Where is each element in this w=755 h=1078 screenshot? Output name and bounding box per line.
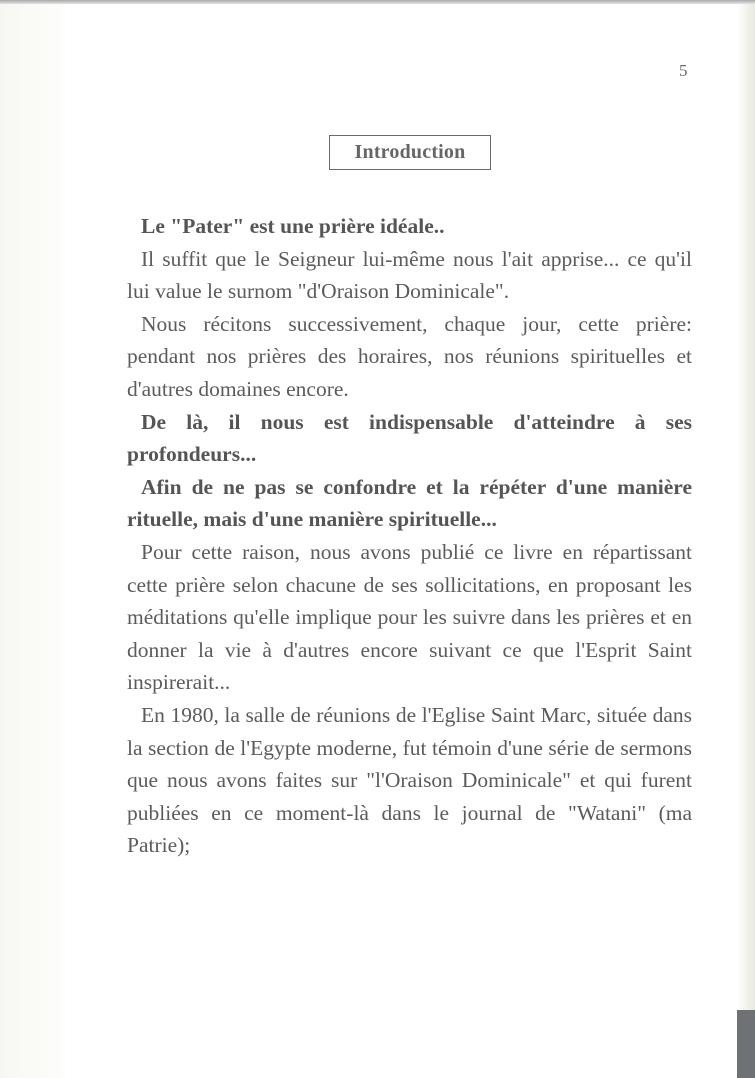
paragraph-7: En 1980, la salle de réunions de l'Eglise Saint Marc, située dans la section de l'Egypte moderne, fut témoin d'une série de sermons que nous avons faites sur "l'Oraison Dominicale" et qui furent publiées en ce moment-là dans le journal de "Watani" (ma Patrie); [127, 702, 692, 858]
paragraph-3: Nous récitons successivement, chaque jour, cette prière: pendant nos prières des horaires, nos réunions spirituelles et d'autres domaines encore. [127, 311, 692, 401]
paragraph-1: Le "Pater" est une prière idéale.. [141, 214, 445, 238]
paragraph-5: Afin de ne pas se confondre et la répéter d'une manière rituelle, mais d'une manière spirituelle... [127, 474, 692, 532]
page-title: Introduction [354, 141, 466, 163]
scan-edge-bar [737, 1010, 755, 1078]
scan-left-shade [0, 4, 65, 1078]
paragraph-6: Pour cette raison, nous avons publié ce livre en répartissant cette prière selon chacune de ses sollicitations, en proposant les méditations qu'elle implique pour les suivre dans les prières et en donner la vie à d'autres encore suivant ce que l'Esprit Saint inspirerait... [127, 539, 692, 695]
scan-right-shade [737, 4, 755, 1078]
paragraph-2: Il suffit que le Seigneur lui-même nous l'ait apprise... ce qu'il lui value le surnom "d'Oraison Dominicale". [127, 246, 692, 304]
body-text [127, 210, 692, 862]
paragraph-4: De là, il nous est indispensable d'atteindre à ses profondeurs... [127, 409, 692, 467]
scan-top-edge [0, 0, 755, 4]
page-number: 5 [679, 61, 688, 80]
title-box [329, 135, 491, 170]
